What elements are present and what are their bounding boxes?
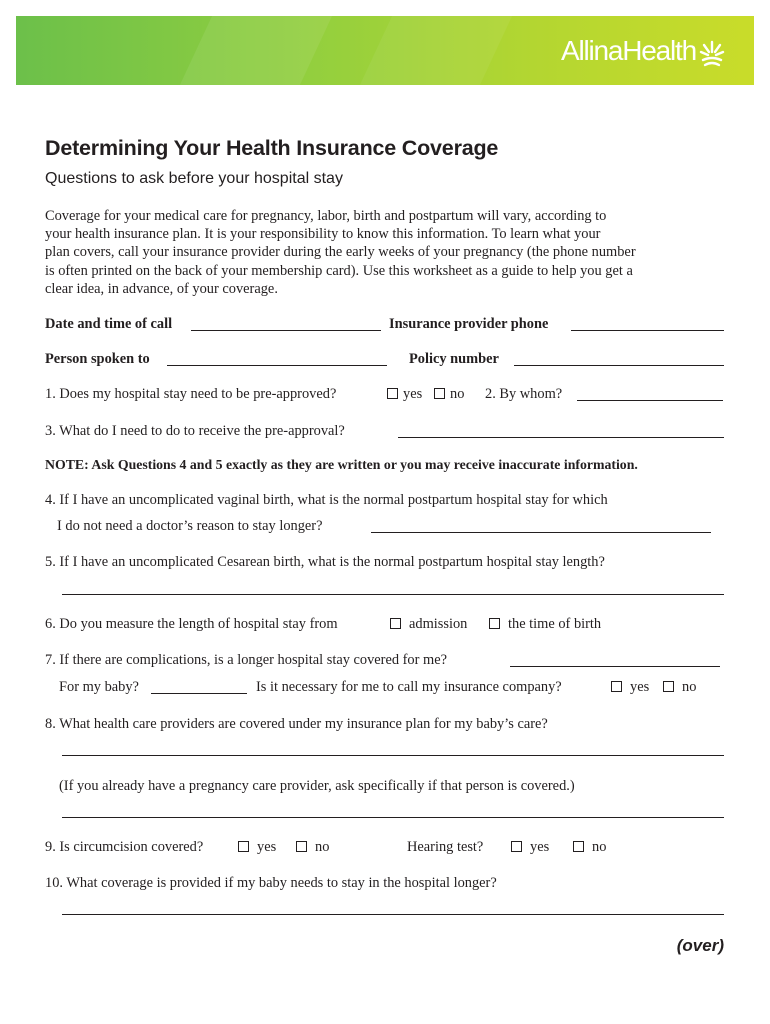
q7-no-label: no [682,679,697,695]
question-1-row [45,384,725,404]
question-8-field-2[interactable] [62,817,724,818]
question-8-field[interactable] [62,755,724,756]
question-8-text: 8. What health care providers are covered under my insurance plan for my baby’s care? [45,716,548,732]
q9-hearing-yes-option[interactable] [511,837,549,857]
q1-no-label: no [450,386,465,402]
question-3-row [45,421,725,441]
person-spoken-field[interactable] [167,365,387,366]
question-5-row [45,552,725,572]
person-spoken-label: Person spoken to [45,351,150,367]
q7-yes-option[interactable] [611,677,649,697]
question-10-field[interactable] [62,914,724,915]
policy-number-field[interactable] [514,365,724,366]
question-7-text: 7. If there are complications, is a longer hospital stay covered for me? [45,652,447,668]
question-4-field[interactable] [371,532,711,533]
question-7-field[interactable] [510,666,720,667]
checkbox[interactable] [663,681,674,692]
checkbox[interactable] [238,841,249,852]
question-3-text: 3. What do I need to do to receive the pre-approval? [45,423,345,439]
q7-baby-field[interactable] [151,693,247,694]
question-7-row-2 [45,677,725,697]
question-9-row [45,837,725,857]
q6-birth-label: the time of birth [508,616,602,632]
question-6-row [45,614,725,634]
banner-shade [360,16,512,85]
q7-baby-label: For my baby? [59,679,139,695]
provider-phone-label: Insurance provider phone [389,316,549,332]
question-8-row [45,714,725,734]
question-4-row [45,490,725,510]
question-5-text: 5. If I have an uncomplicated Cesarean birth, what is the normal postpartum hospital stay length? [45,554,605,570]
intro-line: is often printed on the back of your membership card). Use this worksheet as a guide to help you get a [45,262,633,279]
provider-phone-field[interactable] [571,330,724,331]
checkbox[interactable] [611,681,622,692]
page-subtitle: Questions to ask before your hospital stay [45,170,343,187]
checkbox[interactable] [511,841,522,852]
q9-hearing-yes-label: yes [530,839,550,855]
checkbox[interactable] [390,618,401,629]
intro-line: clear idea, in advance, of your coverage. [45,280,278,297]
question-9-text: 9. Is circumcision covered? [45,839,204,855]
question-2-text: 2. By whom? [485,386,563,402]
q1-yes-option[interactable] [387,384,422,404]
intro-line: your health insurance plan. It is your responsibility to know this information. To learn what your [45,226,601,243]
page-over-label: (over) [676,936,724,955]
q7-no-option[interactable] [663,677,696,697]
call-info-row [45,314,725,334]
question-8-note: (If you already have a pregnancy care provider, ask specifically if that person is covered.) [59,778,575,794]
question-8-note-row [45,776,725,796]
q9-hearing-no-option[interactable] [573,837,606,857]
checkbox[interactable] [387,388,398,399]
q6-admission-option[interactable] [390,614,467,634]
q9-hearing-no-label: no [592,839,607,855]
q9-yes-option[interactable] [238,837,276,857]
checkbox[interactable] [573,841,584,852]
note-text: NOTE: Ask Questions 4 and 5 exactly as they are written or you may receive inaccurate information. [45,457,638,472]
allina-sunburst-icon [698,38,726,70]
question-1-text: 1. Does my hospital stay need to be pre-approved? [45,386,337,402]
question-4-row-2 [45,516,725,536]
intro-line: Coverage for your medical care for pregnancy, labor, birth and postpartum will vary, according to [45,208,607,224]
date-time-field[interactable] [191,330,381,331]
policy-number-label: Policy number [409,351,499,367]
question-5-field[interactable] [62,594,724,595]
question-4-text-2: I do not need a doctor’s reason to stay longer? [57,518,323,534]
q9-hearing-text: Hearing test? [407,839,484,855]
intro-line: plan covers, call your insurance provider during the early weeks of your pregnancy (the phone number [45,244,636,261]
question-4-text: 4. If I have an uncomplicated vaginal birth, what is the normal postpartum hospital stay for which [45,492,608,508]
intro-paragraph [45,207,735,298]
q1-yes-label: yes [403,386,423,402]
banner-shade [180,16,332,85]
q9-no-label: no [315,839,330,855]
checkbox[interactable] [434,388,445,399]
q7-call-text: Is it necessary for me to call my insurance company? [256,679,562,695]
question-10-text: 10. What coverage is provided if my baby needs to stay in the hospital longer? [45,875,497,891]
checkbox[interactable] [489,618,500,629]
note-row [45,455,725,475]
q7-yes-label: yes [630,679,650,695]
q6-admission-label: admission [409,616,468,632]
question-3-field[interactable] [398,437,724,438]
contact-info-row [45,349,725,369]
q1-no-option[interactable] [434,384,464,404]
question-7-row [45,650,725,670]
q6-birth-option[interactable] [489,614,601,634]
q9-yes-label: yes [257,839,277,855]
question-10-row [45,873,725,893]
question-2-field[interactable] [577,400,723,401]
page-title: Determining Your Health Insurance Coverage [45,136,499,160]
question-6-text: 6. Do you measure the length of hospital stay from [45,616,338,632]
checkbox[interactable] [296,841,307,852]
brand-logo-text: AllinaHealth [560,35,696,66]
q9-no-option[interactable] [296,837,329,857]
header-banner [16,16,754,85]
date-time-label: Date and time of call [45,316,173,332]
